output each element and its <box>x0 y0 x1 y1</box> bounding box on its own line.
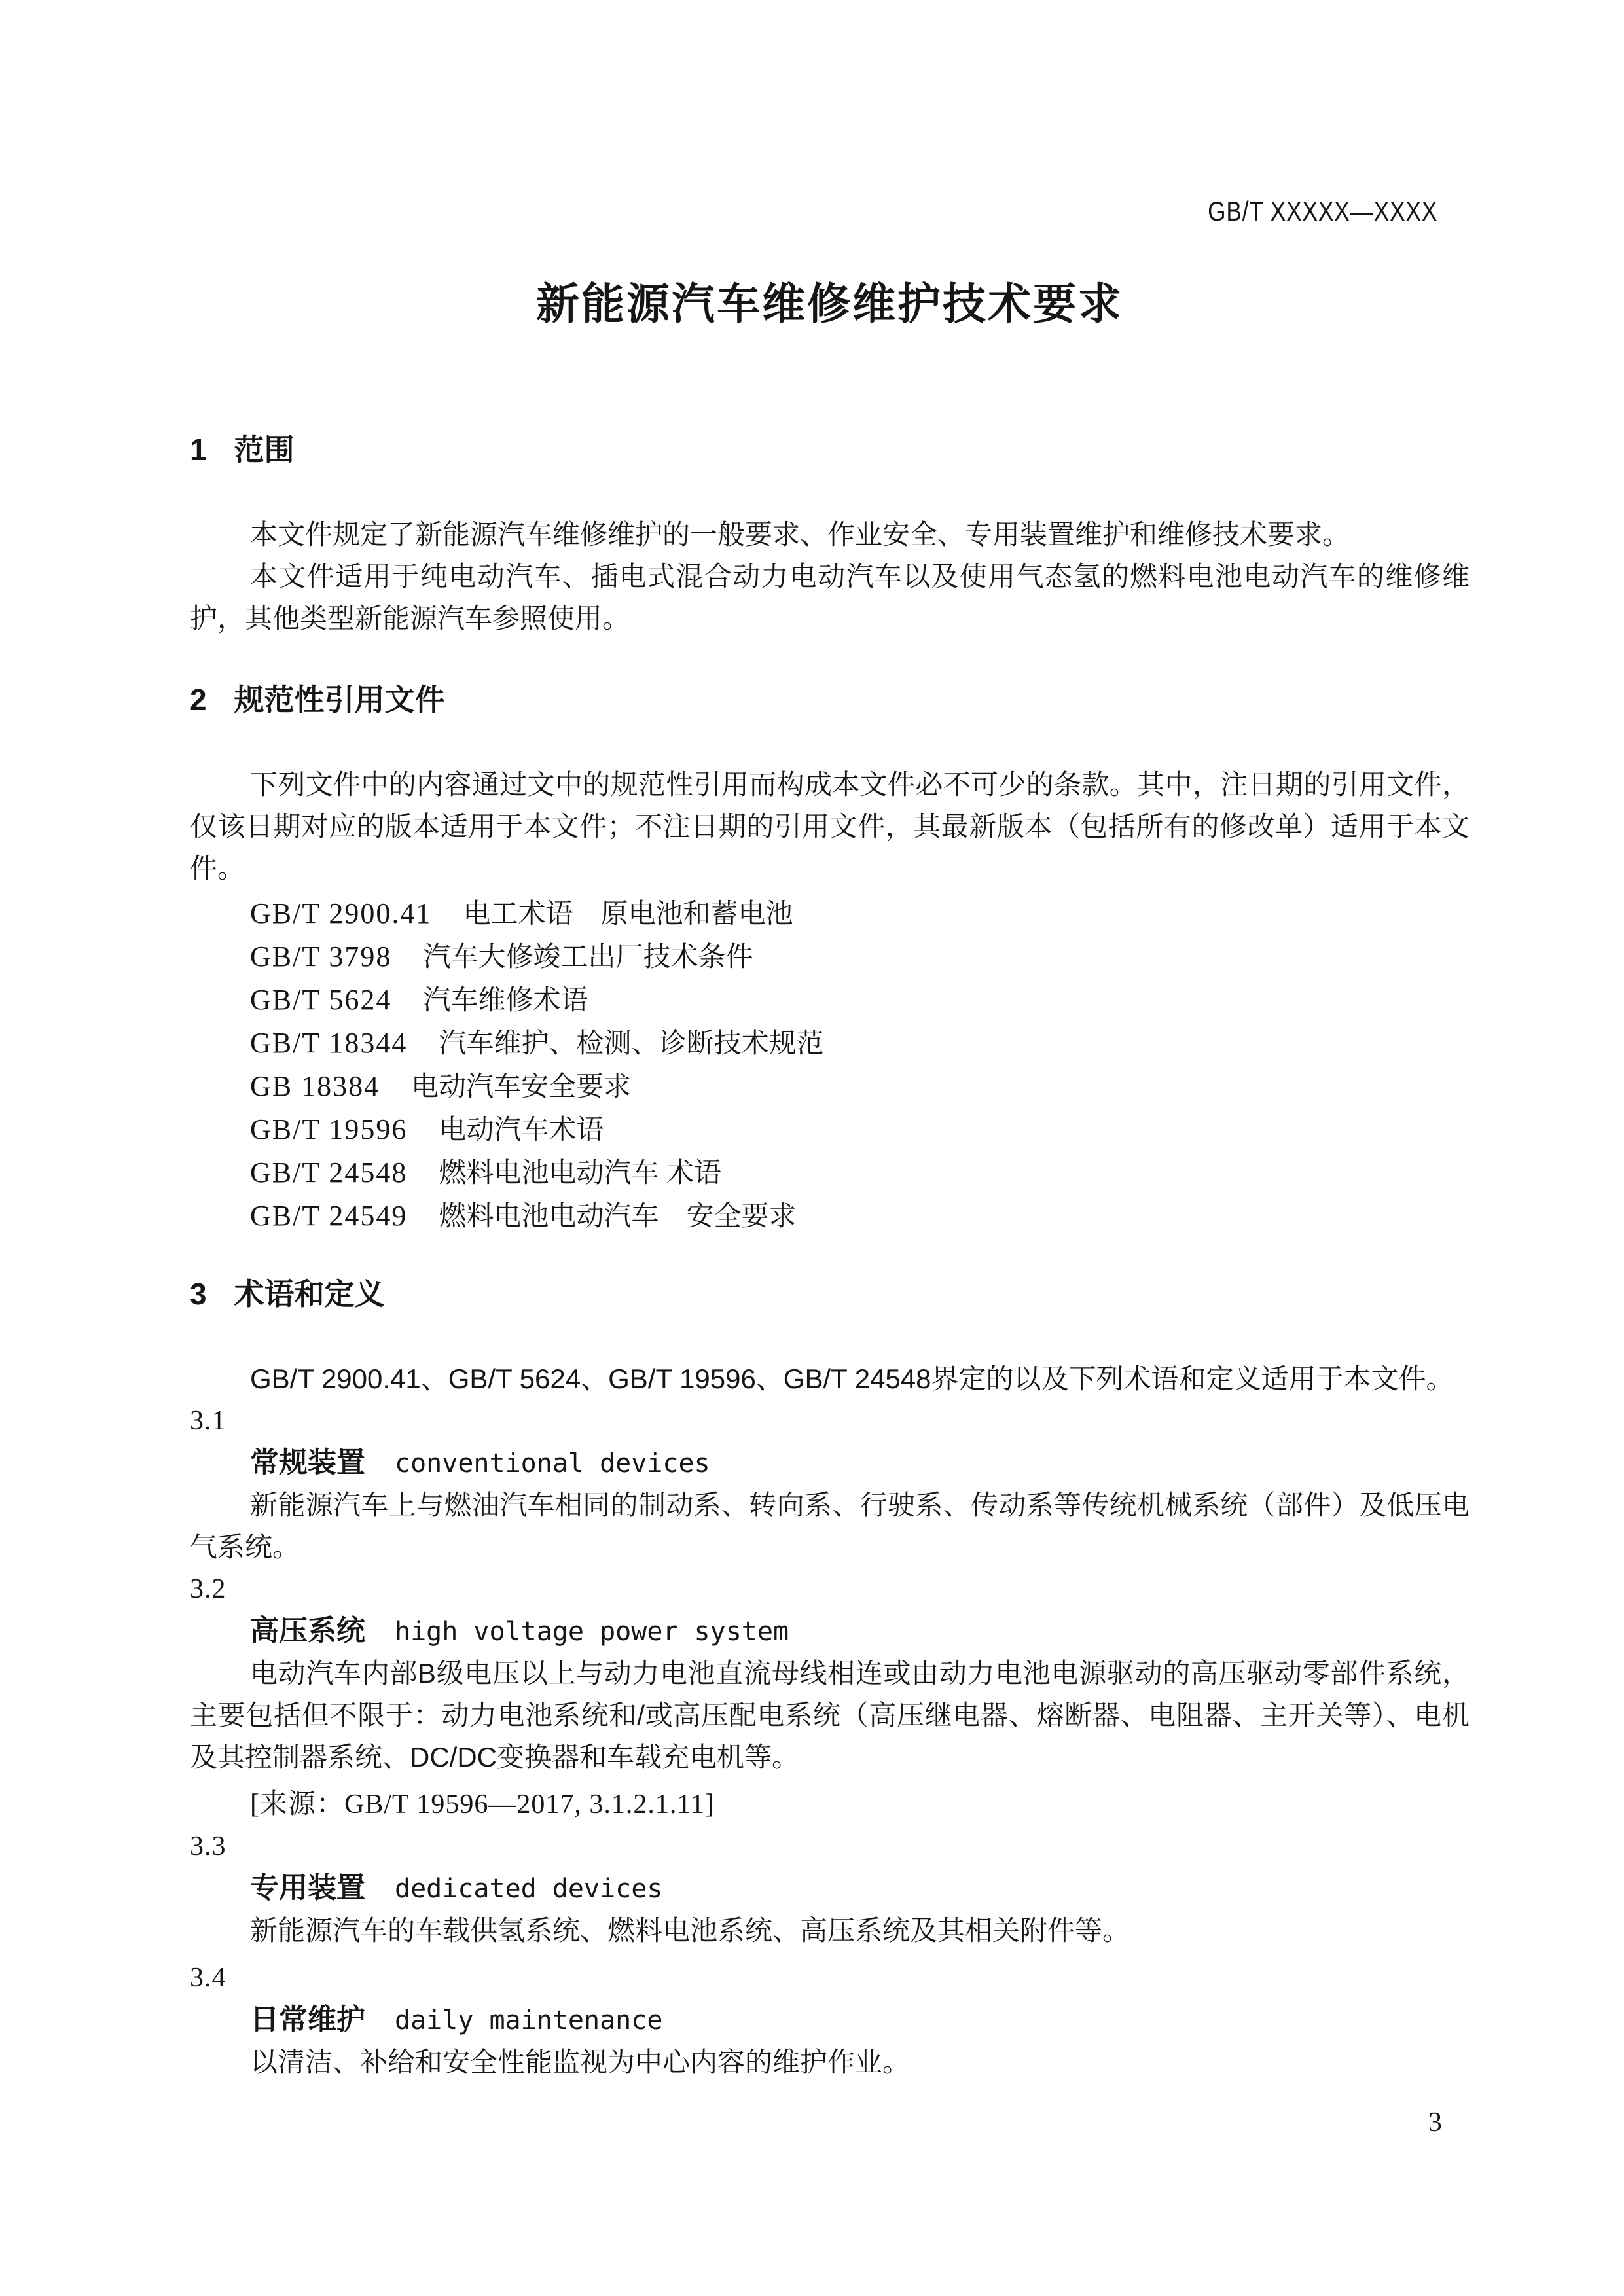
term-definition: 新能源汽车上与燃油汽车相同的制动系、转向系、行驶系、传动系等传统机械系统（部件）及低压电气系统。 <box>190 1490 1470 1562</box>
term-name-zh: 常规装置 <box>250 1446 365 1479</box>
terms-list <box>190 1400 1470 2083</box>
document-title: 新能源汽车维修维护技术要求 <box>536 279 1123 328</box>
reference-item <box>250 1194 1470 1238</box>
page-number: 3 <box>1428 2108 1442 2138</box>
term-name-en: dedicated devices <box>395 1874 663 1904</box>
section-3-intro: GB/T 2900.41、GB/T 5624、GB/T 19596、GB/T 24548界定的以及下列术语和定义适用于本文件。 <box>250 1363 1454 1394</box>
section-1-paragraph-1: 本文件规定了新能源汽车维修维护的一般要求、作业安全、专用装置维护和维修技术要求。 <box>250 519 1350 550</box>
term-id: 3.1 <box>190 1406 226 1436</box>
term-heading <box>190 1867 1470 1910</box>
term-name-en: high voltage power system <box>395 1617 789 1647</box>
reference-code: GB/T 24549 <box>250 1200 408 1232</box>
term-heading <box>190 1610 1470 1653</box>
term-name-zh: 专用装置 <box>250 1872 365 1904</box>
reference-item <box>250 978 1470 1022</box>
term-id: 3.3 <box>190 1831 226 1861</box>
section-2-number: 2 <box>190 683 207 717</box>
term-name-zh: 日常维护 <box>250 2003 365 2036</box>
term-heading <box>190 1442 1470 1484</box>
section-1-heading <box>190 430 1470 469</box>
reference-item <box>250 935 1470 978</box>
reference-title: 汽车大修竣工出厂技术条件 <box>423 941 753 972</box>
term-source: [来源：GB/T 19596—2017, 3.1.2.1.11] <box>250 1789 715 1820</box>
reference-code: GB 18384 <box>250 1070 380 1102</box>
section-3-number: 3 <box>190 1277 207 1311</box>
term-definition: 新能源汽车的车载供氢系统、燃料电池系统、高压系统及其相关附件等。 <box>250 1915 1130 1946</box>
term-block-3-2 <box>190 1568 1470 1825</box>
term-name-en: conventional devices <box>395 1448 710 1479</box>
section-1-paragraph-2: 本文件适用于纯电动汽车、插电式混合动力电动汽车以及使用气态氢的燃料电池电动汽车的维修维护，其他类型新能源汽车参照使用。 <box>190 561 1470 634</box>
reference-item <box>250 1022 1470 1065</box>
section-3-heading <box>190 1274 1470 1314</box>
term-id: 3.4 <box>190 1963 226 1993</box>
term-definition: 以清洁、补给和安全性能监视为中心内容的维护作业。 <box>250 2047 911 2077</box>
section-1-title: 范围 <box>234 433 295 467</box>
reference-item <box>250 892 1470 935</box>
term-heading <box>190 1999 1470 2041</box>
reference-item <box>250 1151 1470 1194</box>
section-2-intro: 下列文件中的内容通过文中的规范性引用而构成本文件必不可少的条款。其中，注日期的引用文件，仅该日期对应的版本适用于本文件；不注日期的引用文件，其最新版本（包括所有的修改单）适用于本文件。 <box>190 769 1470 884</box>
reference-item <box>250 1108 1470 1151</box>
section-2-title: 规范性引用文件 <box>234 683 445 717</box>
reference-code: GB/T 3798 <box>250 941 392 973</box>
reference-code: GB/T 18344 <box>250 1027 408 1059</box>
term-block-3-4 <box>190 1957 1470 2083</box>
section-3-title: 术语和定义 <box>234 1277 385 1311</box>
term-definition: 电动汽车内部B级电压以上与动力电池直流母线相连或由动力电池电源驱动的高压驱动零部件系统，主要包括但不限于：动力电池系统和/或高压配电系统（高压继电器、熔断器、电阻器、主开关等）、电机及其控制器系统、DC/DC变换器和车载充电机等。 <box>190 1658 1470 1772</box>
reference-title: 电工术语 原电池和蓄电池 <box>463 898 793 929</box>
reference-item <box>250 1065 1470 1108</box>
term-block-3-3 <box>190 1825 1470 1952</box>
reference-title: 电动汽车安全要求 <box>411 1071 632 1102</box>
reference-title: 燃料电池电动汽车 安全要求 <box>439 1200 797 1231</box>
section-2-heading <box>190 680 1470 719</box>
term-id: 3.2 <box>190 1574 226 1604</box>
term-name-zh: 高压系统 <box>250 1615 365 1647</box>
reference-code: GB/T 24548 <box>250 1157 408 1189</box>
term-name-en: daily maintenance <box>395 2005 663 2036</box>
reference-code: GB/T 2900.41 <box>250 897 432 929</box>
reference-title: 汽车维护、检测、诊断技术规范 <box>439 1028 824 1058</box>
reference-title: 电动汽车术语 <box>439 1114 604 1145</box>
term-block-3-1 <box>190 1400 1470 1568</box>
standard-code-header: GB/T XXXXX—XXXX <box>1208 196 1438 226</box>
section-1-number: 1 <box>190 433 207 467</box>
reference-title: 汽车维修术语 <box>423 984 588 1015</box>
reference-code: GB/T 19596 <box>250 1113 408 1145</box>
references-list <box>190 892 1470 1238</box>
reference-title: 燃料电池电动汽车 术语 <box>439 1157 722 1188</box>
reference-code: GB/T 5624 <box>250 984 392 1016</box>
